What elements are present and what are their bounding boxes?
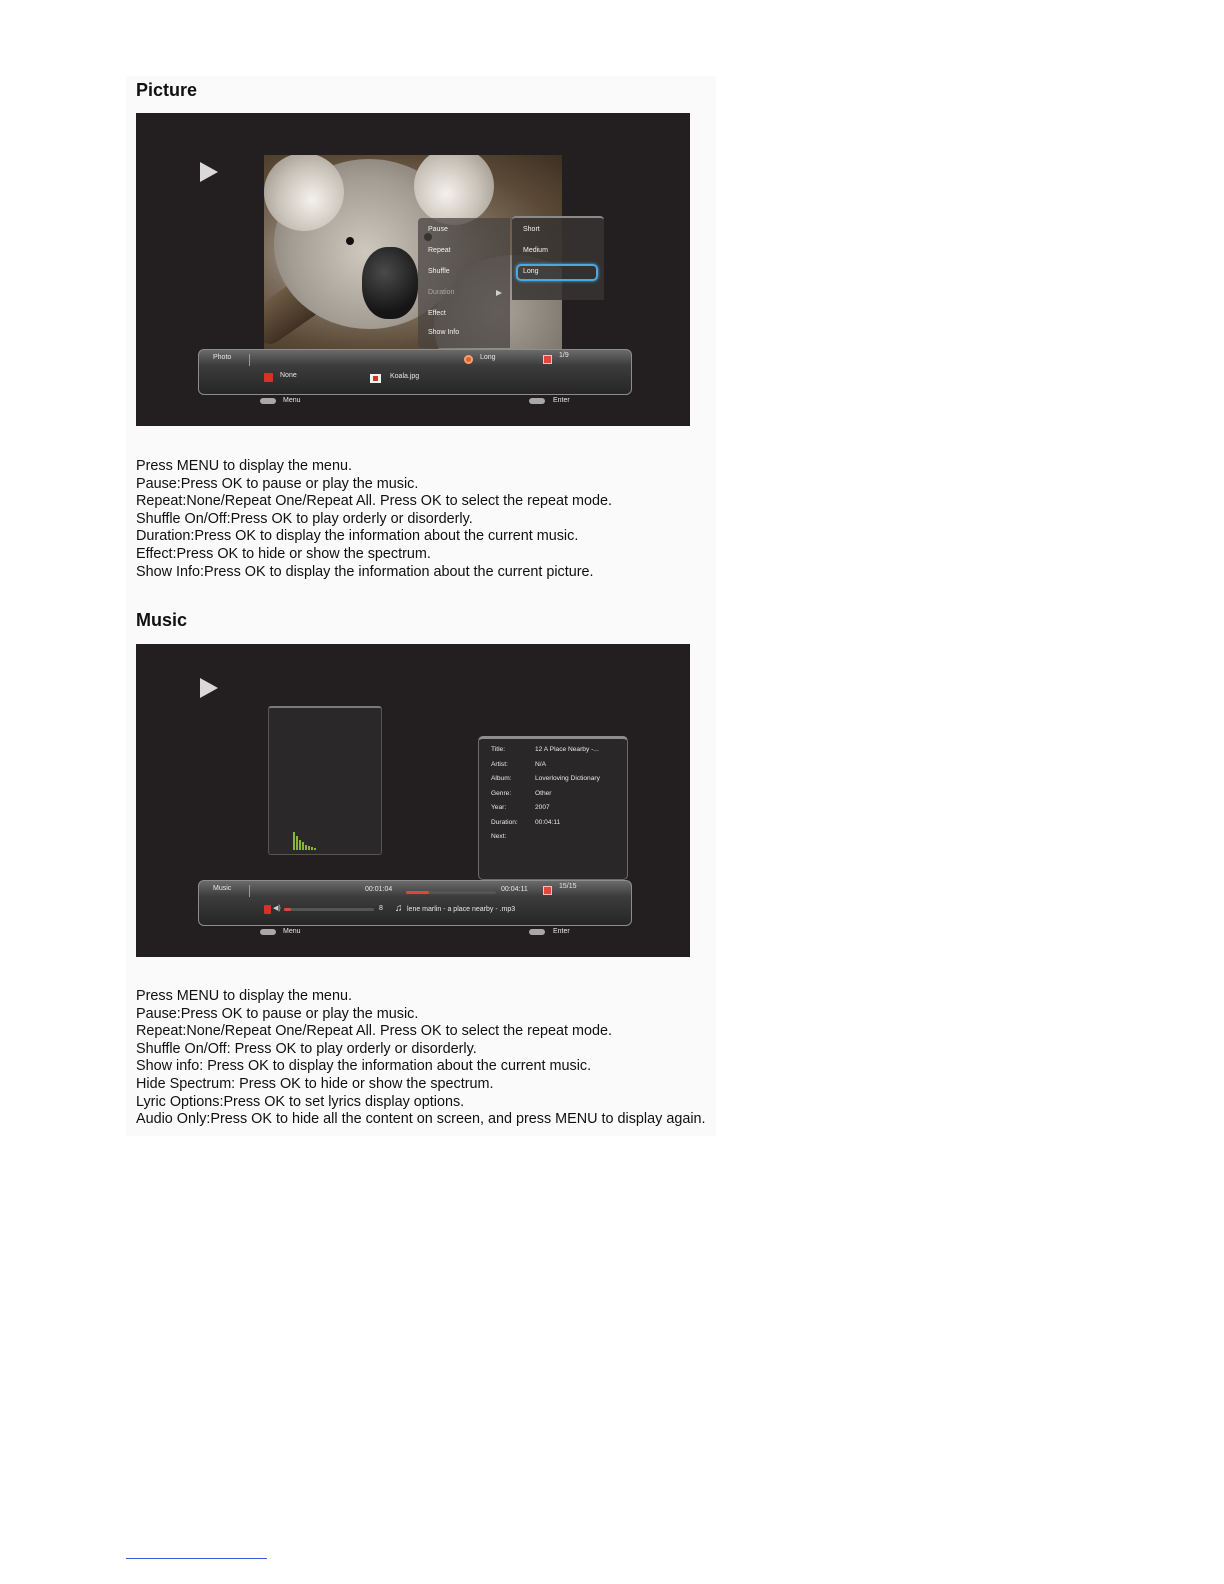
music-line: Pause:Press OK to pause or play the music. <box>136 1005 419 1022</box>
info-bar-divider <box>249 885 250 897</box>
menu-key-icon <box>260 398 276 404</box>
image-file-icon <box>370 374 381 383</box>
submenu-item-long[interactable]: Long <box>523 268 539 275</box>
info-bar-duration: Long <box>480 354 496 361</box>
menu-item-show-info[interactable]: Show Info <box>428 329 460 336</box>
music-info-bar <box>198 880 632 926</box>
track-artist: N/A <box>535 761 546 768</box>
file-icon <box>543 355 552 364</box>
volume-slider[interactable] <box>284 908 374 911</box>
music-line: Lyric Options:Press OK to set lyrics display options. <box>136 1093 465 1110</box>
timer-icon <box>464 355 473 364</box>
track-title: 12 A Place Nearby -... <box>535 746 599 753</box>
track-genre-key: Genre: <box>491 790 512 797</box>
music-line: Shuffle On/Off: Press OK to play orderly or disorderly. <box>136 1040 477 1057</box>
photo-koala-ear-right <box>414 155 494 225</box>
music-line: Show info: Press OK to display the information about the current music. <box>136 1058 592 1075</box>
music-filename: lene marlin - a place nearby - .mp3 <box>407 906 516 913</box>
mute-icon <box>264 905 271 914</box>
track-title-key: Title: <box>491 746 506 753</box>
total-time: 00:04:11 <box>501 886 528 893</box>
menu-item-shuffle[interactable]: Shuffle <box>428 268 450 275</box>
info-bar-counter: 1/9 <box>559 352 569 359</box>
picture-heading: Picture <box>136 80 198 100</box>
submenu-item-medium[interactable]: Medium <box>523 247 548 254</box>
volume-level <box>284 908 291 911</box>
track-next-key: Next: <box>491 833 507 840</box>
spectrum-bar <box>305 845 307 850</box>
elapsed-time: 00:01:04 <box>365 886 393 893</box>
menu-key-label: Menu <box>283 397 301 404</box>
spectrum-bar <box>314 848 316 850</box>
track-duration-key: Duration: <box>491 819 518 826</box>
photo-info-bar <box>198 349 632 395</box>
picture-line: Duration:Press OK to display the information about the current music. <box>136 528 579 545</box>
enter-key-icon <box>529 398 545 404</box>
footnote-separator <box>126 1558 267 1559</box>
info-bar-divider <box>249 354 250 366</box>
music-line: Hide Spectrum: Press OK to hide or show the spectrum. <box>136 1075 494 1092</box>
menu-key-label: Menu <box>283 928 301 935</box>
info-bar-repeat-mode: None <box>280 372 297 379</box>
track-album: Loverloving Dictionary <box>535 775 600 782</box>
picture-line: Repeat:None/Repeat One/Repeat All. Press OK to select the repeat mode. <box>136 493 612 510</box>
photo-koala-nose <box>362 247 418 319</box>
speaker-icon: ◀) <box>273 905 281 912</box>
track-artist-key: Artist: <box>491 761 508 768</box>
track-album-key: Album: <box>491 775 512 782</box>
enter-key-label: Enter <box>553 928 570 935</box>
file-icon <box>543 886 552 895</box>
playback-progress-fill <box>406 891 429 894</box>
enter-key-label: Enter <box>553 397 570 404</box>
picture-screen <box>136 113 690 426</box>
track-year: 2007 <box>535 804 550 811</box>
spectrum-bar <box>302 842 304 850</box>
play-icon <box>200 678 218 698</box>
music-line: Press MENU to display the menu. <box>136 988 352 1004</box>
spectrum-panel <box>268 706 382 855</box>
music-line: Repeat:None/Repeat One/Repeat All. Press OK to select the repeat mode. <box>136 1023 612 1040</box>
photo-koala-ear-left <box>264 155 344 231</box>
volume-value: 8 <box>379 905 383 912</box>
submenu-item-short[interactable]: Short <box>523 226 540 233</box>
repeat-icon <box>264 373 273 382</box>
spectrum-bar <box>299 840 301 850</box>
picture-line: Show Info:Press OK to display the information about the current picture. <box>136 563 594 580</box>
menu-item-pause[interactable]: Pause <box>428 226 448 233</box>
menu-item-repeat[interactable]: Repeat <box>428 247 451 254</box>
submenu-arrow-icon <box>496 290 502 296</box>
music-instructions <box>136 988 706 1129</box>
playback-progress-track[interactable] <box>406 891 496 894</box>
menu-item-duration[interactable]: Duration <box>428 289 455 296</box>
picture-instructions <box>136 458 612 581</box>
picture-line: Effect:Press OK to hide or show the spectrum. <box>136 545 431 562</box>
info-bar-category: Photo <box>213 354 232 361</box>
track-year-key: Year: <box>491 804 507 811</box>
music-line: Audio Only:Press OK to hide all the content on screen, and press MENU to display again. <box>136 1111 706 1128</box>
music-heading: Music <box>136 610 188 630</box>
track-genre: Other <box>535 790 552 797</box>
spectrum-bar <box>293 832 295 850</box>
picture-line: Pause:Press OK to pause or play the music. <box>136 475 419 492</box>
photo-koala-eye-left <box>346 237 354 245</box>
menu-key-icon <box>260 929 276 935</box>
music-screen <box>136 644 690 957</box>
picture-line: Press MENU to display the menu. <box>136 458 352 474</box>
info-bar-filename: Koala.jpg <box>390 373 420 380</box>
info-bar-counter: 15/15 <box>559 883 577 890</box>
info-bar-category: Music <box>213 885 232 892</box>
menu-item-effect[interactable]: Effect <box>428 310 446 317</box>
track-duration: 00:04:11 <box>535 819 561 826</box>
play-icon <box>200 162 218 182</box>
enter-key-icon <box>529 929 545 935</box>
picture-line: Shuffle On/Off:Press OK to play orderly or disorderly. <box>136 510 473 527</box>
spectrum-bar <box>308 846 310 850</box>
spectrum-bar <box>311 847 313 850</box>
music-note-icon: ♫ <box>395 903 403 914</box>
spectrum-bar <box>296 836 298 850</box>
